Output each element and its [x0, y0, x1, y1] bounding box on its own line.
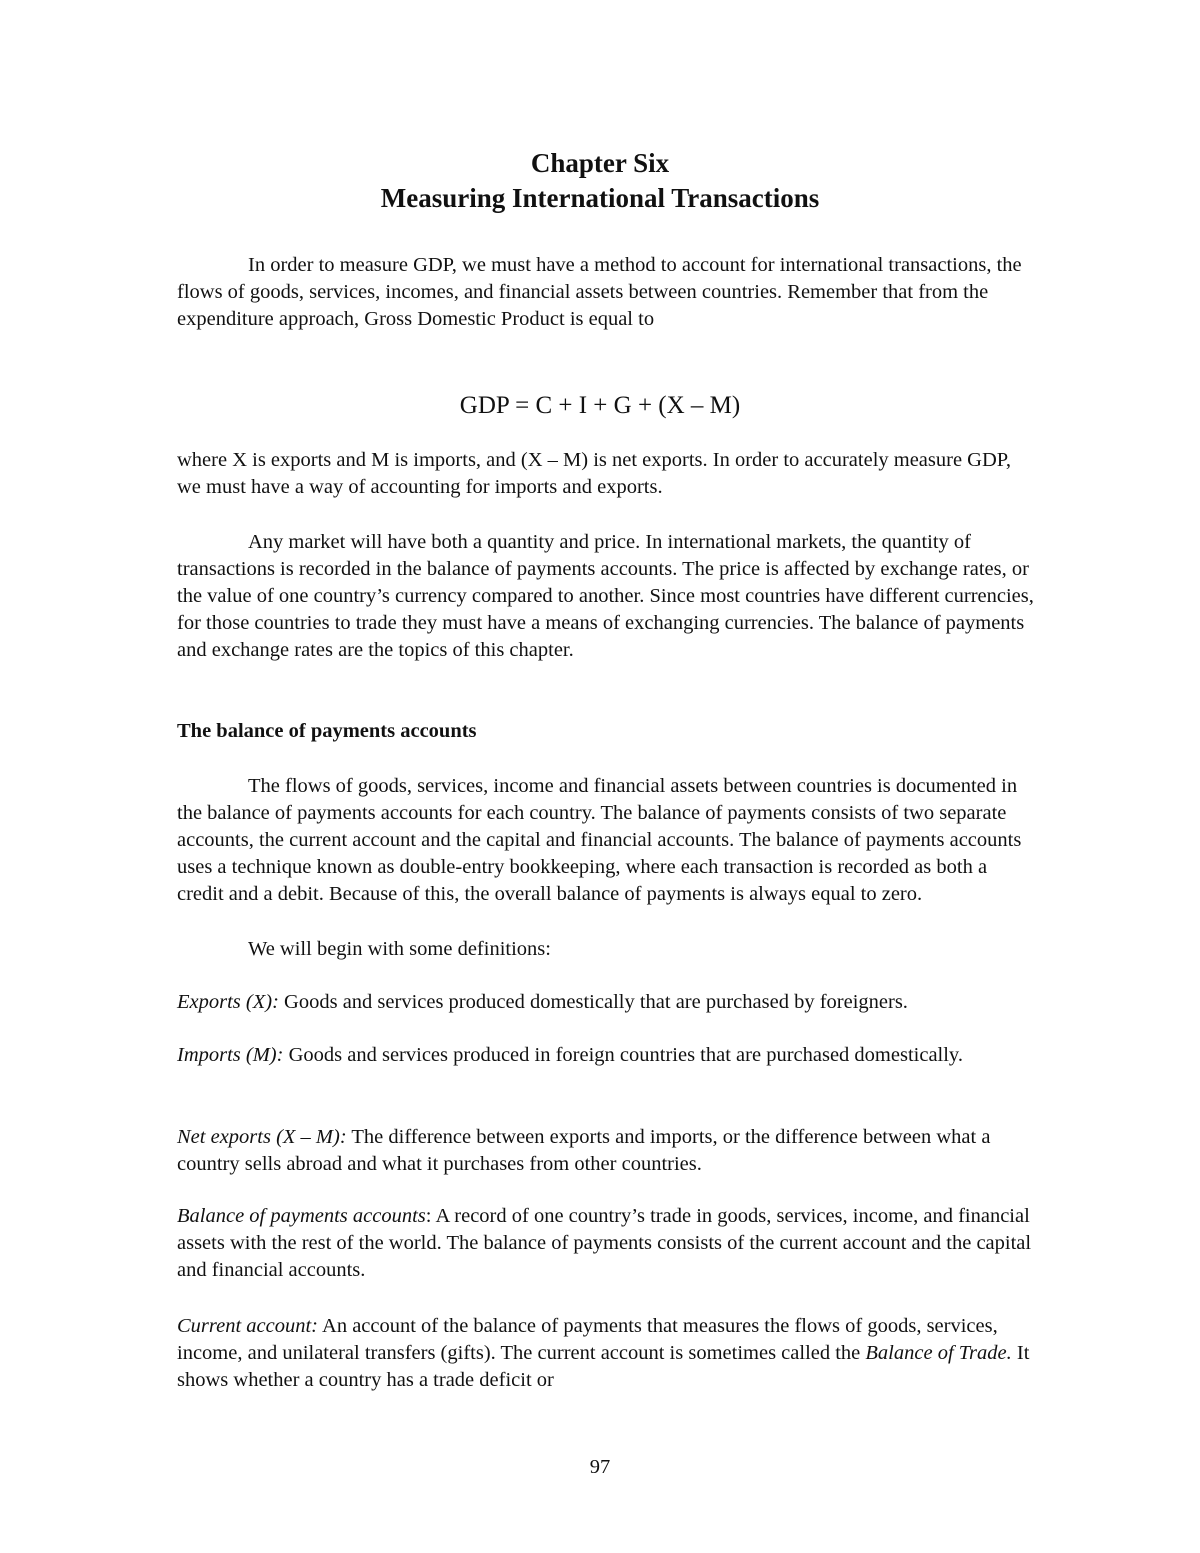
definition-text: The difference between exports and imports, or the difference between what a country sells abroad and what it purchases from other countries.: [177, 1126, 991, 1175]
definition-balance-of-payments: [177, 1203, 1037, 1284]
definition-term-inline: Balance of Trade.: [865, 1342, 1012, 1364]
market-paragraph: Any market will have both a quantity and price. In international markets, the quantity of transactions is recorded in the balance of payments accounts. The price is affected by exchange rates, or the value of one country’s currency compared to another. Since most countries have different currencies, for those countries to trade they must have a means of exchanging currencies. The balance of payments and exchange rates are the topics of this chapter.: [177, 531, 1034, 661]
definition-imports: [177, 1042, 1037, 1069]
equation-explanation: where X is exports and M is imports, and (X – M) is net exports. In order to accurately measure GDP, we must have a way of accounting for imports and exports.: [177, 449, 1012, 498]
intro-paragraph: In order to measure GDP, we must have a method to account for international transactions, the flows of goods, services, incomes, and financial assets between countries. Remember that from the expenditure approach, Gross Domestic Product is equal to: [177, 254, 1022, 330]
definition-text-continued: It shows whether a country has a trade deficit or: [177, 1342, 1030, 1391]
definition-text: An account of the balance of payments that measures the flows of goods, services, income, and unilateral transfers (gifts). The current account is sometimes called the: [177, 1315, 998, 1364]
definition-current-account: [177, 1313, 1037, 1394]
definition-text: Goods and services produced in foreign countries that are purchased domestically.: [283, 1044, 963, 1066]
chapter-title: Chapter Six: [530, 148, 670, 178]
definition-term: Current account:: [177, 1315, 319, 1337]
definition-exports: [177, 989, 1037, 1016]
definition-term: Exports (X):: [177, 991, 279, 1013]
gdp-equation: GDP = C + I + G + (X – M): [459, 392, 741, 419]
page-number: 97: [589, 1456, 611, 1478]
definition-net-exports: [177, 1124, 1037, 1178]
definition-term: Imports (M):: [177, 1044, 284, 1066]
section-heading: The balance of payments accounts: [177, 720, 477, 742]
section-body: The flows of goods, services, income and financial assets between countries is documented in the balance of payments accounts for each country. The balance of payments consists of two separate accounts, the current account and the capital and financial accounts. The balance of payments accounts uses a technique known as double-entry bookkeeping, where each transaction is recorded as both a credit and a debit. Because of this, the overall balance of payments is always equal to zero.: [177, 775, 1022, 905]
definitions-intro: We will begin with some definitions:: [248, 938, 551, 960]
definition-term: Balance of payments accounts: [177, 1205, 426, 1227]
definition-term: Net exports (X – M):: [177, 1126, 347, 1148]
definition-text: : A record of one country’s trade in goods, services, income, and financial assets with the rest of the world. The balance of payments consists of the current account and the capital and financial accounts.: [177, 1205, 1032, 1281]
definition-text: Goods and services produced domestically that are purchased by foreigners.: [278, 991, 908, 1013]
chapter-subtitle: Measuring International Transactions: [380, 183, 820, 213]
